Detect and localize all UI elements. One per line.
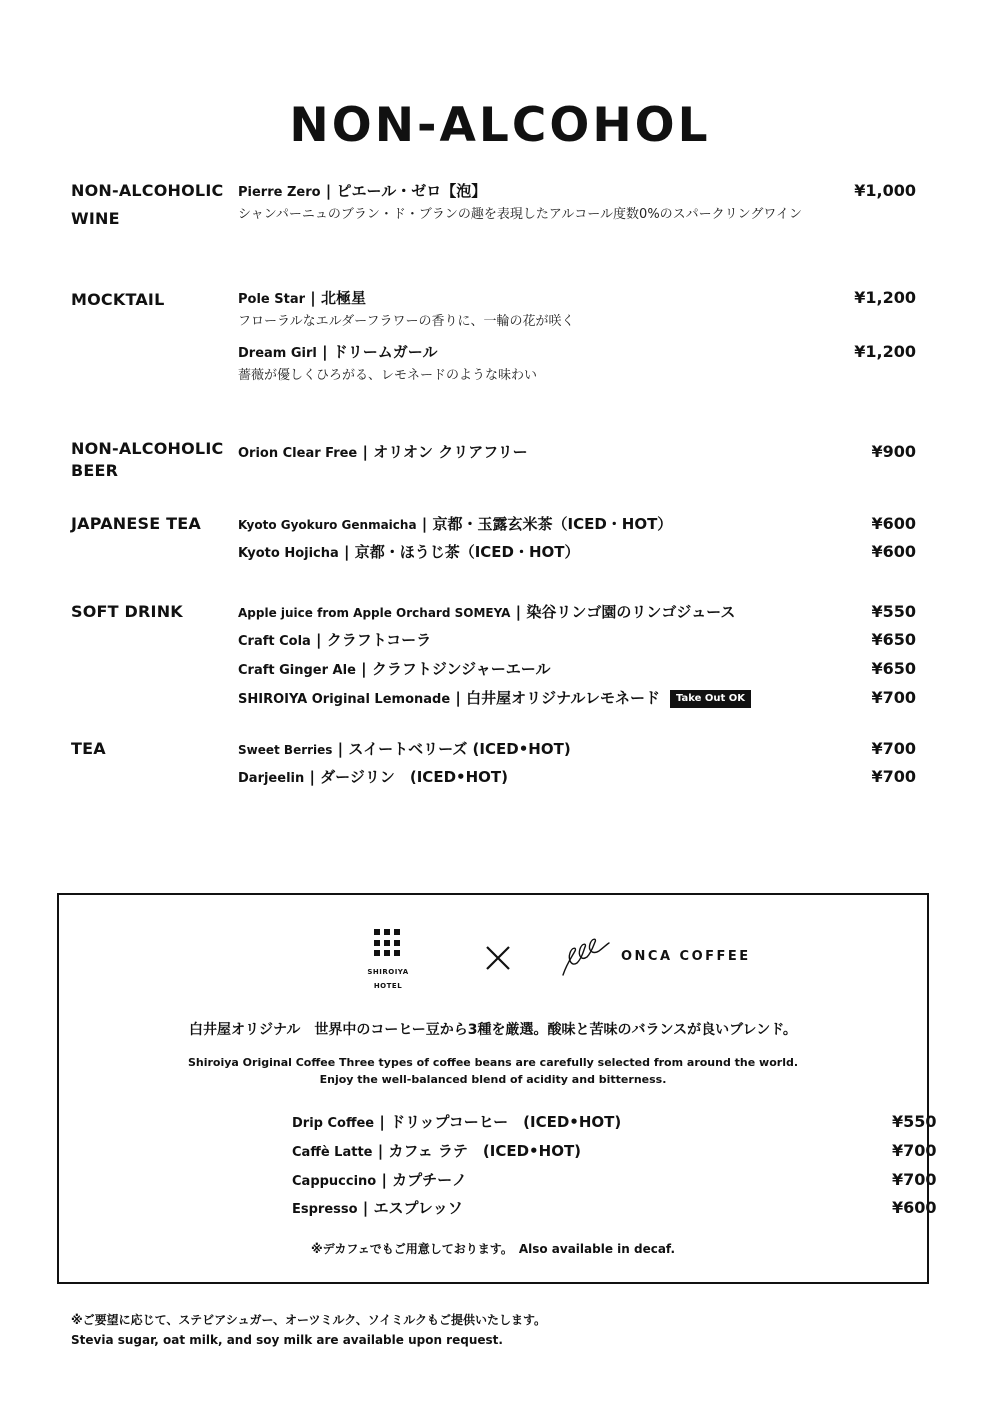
section-label: JAPANESE TEA (71, 514, 201, 533)
section-label: NON-ALCOHOLIC WINE (71, 181, 224, 228)
item-price: ¥700 (871, 688, 916, 707)
item-name: Sweet Berries | スイートベリーズ (ICED•HOT) (238, 740, 571, 758)
item-price: ¥900 (871, 442, 916, 461)
item-price: ¥600 (871, 542, 916, 561)
item-name: Orion Clear Free | オリオン クリアフリー (238, 443, 528, 461)
item-description: フローラルなエルダーフラワーの香りに、一輪の花が咲く (238, 314, 575, 329)
coffee-item: Espresso | エスプレッソ ¥600 (292, 1198, 937, 1217)
item-name: Craft Ginger Ale | クラフトジンジャーエール (238, 660, 551, 678)
menu-item (238, 341, 916, 387)
decaf-note: ※デカフェでもご用意しております。 Also available in decaf. (310, 1242, 676, 1256)
item-price: ¥600 (871, 514, 916, 533)
onca-logo-icon (559, 933, 611, 979)
section-label: MOCKTAIL (71, 290, 165, 309)
footnote: ※ご要望に応じて、ステビアシュガー、オーツミルク、ソイミルクもご提供いたします。 Stevia sugar, oat milk, and soy milk are available upon request. (71, 1313, 546, 1347)
menu-item (238, 766, 916, 790)
menu-item (238, 738, 916, 761)
section-label: NON-ALCOHOLIC BEER (71, 439, 224, 480)
menu-item (238, 629, 916, 653)
take-out-badge: Take Out OK (670, 690, 751, 708)
item-price: ¥600 (892, 1198, 937, 1217)
menu-item (238, 658, 916, 682)
shiroiya-logo-icon (374, 929, 402, 957)
menu-item (238, 287, 916, 333)
section-label: SOFT DRINK (71, 602, 183, 621)
item-description: シャンパーニュのブラン・ド・ブランの趣を表現したアルコール度数0%のスパークリングワイン (238, 207, 803, 222)
page-title: NON-ALCOHOL (289, 98, 711, 153)
coffee-intro-jp: 白井屋オリジナル 世界中のコーヒー豆から3種を厳選。酸味と苦味のバランスが良いブレンド。 (189, 1022, 797, 1038)
item-name: SHIROIYA Original Lemonade | 白井屋オリジナルレモネード Take Out OK (238, 687, 916, 711)
menu-item (238, 513, 916, 536)
item-price: ¥700 (871, 739, 916, 758)
coffee-item: Cappuccino | カプチーノ ¥700 (292, 1170, 937, 1189)
item-name: Dream Girl | ドリームガール (238, 343, 438, 361)
item-price: ¥650 (871, 659, 916, 678)
coffee-box (57, 893, 937, 1284)
item-name: Darjeelin | ダージリン (ICED•HOT) (238, 768, 508, 786)
item-price: ¥700 (892, 1141, 937, 1160)
menu-item (238, 687, 916, 711)
section-label: TEA (71, 739, 106, 758)
item-name: Craft Cola | クラフトコーラ (238, 631, 432, 649)
item-name: Apple juice from Apple Orchard SOMEYA | 染谷リンゴ園のリンゴジュース (238, 603, 736, 621)
menu-item (238, 441, 916, 465)
cross-icon (485, 945, 511, 971)
item-price: ¥1,200 (854, 288, 916, 307)
coffee-item: Drip Coffee | ドリップコーヒー (ICED•HOT) ¥550 (292, 1112, 937, 1131)
item-name: Kyoto Hojicha | 京都・ほうじ茶（ICED・HOT） (238, 543, 580, 561)
onca-coffee-name: ONCA COFFEE (621, 949, 751, 964)
item-price: ¥550 (871, 602, 916, 621)
item-name: Pole Star | 北極星 (238, 289, 366, 307)
item-price: ¥700 (892, 1170, 937, 1189)
coffee-intro-en: Shiroiya Original Coffee Three types of coffee beans are carefully selected from around the world. Enjoy the well-balanced blend of acidity and bitterness. (187, 1056, 799, 1086)
item-price: ¥550 (892, 1112, 937, 1131)
item-description: 薔薇が優しくひろがる、レモネードのような味わい (238, 368, 538, 383)
item-price: ¥1,200 (854, 342, 916, 361)
menu-item (238, 601, 916, 624)
menu-item (238, 541, 916, 565)
coffee-item: Caffè Latte | カフェ ラテ (ICED•HOT) ¥700 (292, 1141, 937, 1160)
item-price: ¥700 (871, 767, 916, 786)
menu-item (238, 180, 916, 226)
item-price: ¥1,000 (854, 181, 916, 200)
item-name: Pierre Zero | ピエール・ゼロ【泡】 (238, 182, 487, 200)
shiroiya-logo-text: SHIROIYA HOTEL (367, 968, 409, 990)
item-name: Kyoto Gyokuro Genmaicha | 京都・玉露玄米茶（ICED・HOT） (238, 515, 673, 533)
item-price: ¥650 (871, 630, 916, 649)
